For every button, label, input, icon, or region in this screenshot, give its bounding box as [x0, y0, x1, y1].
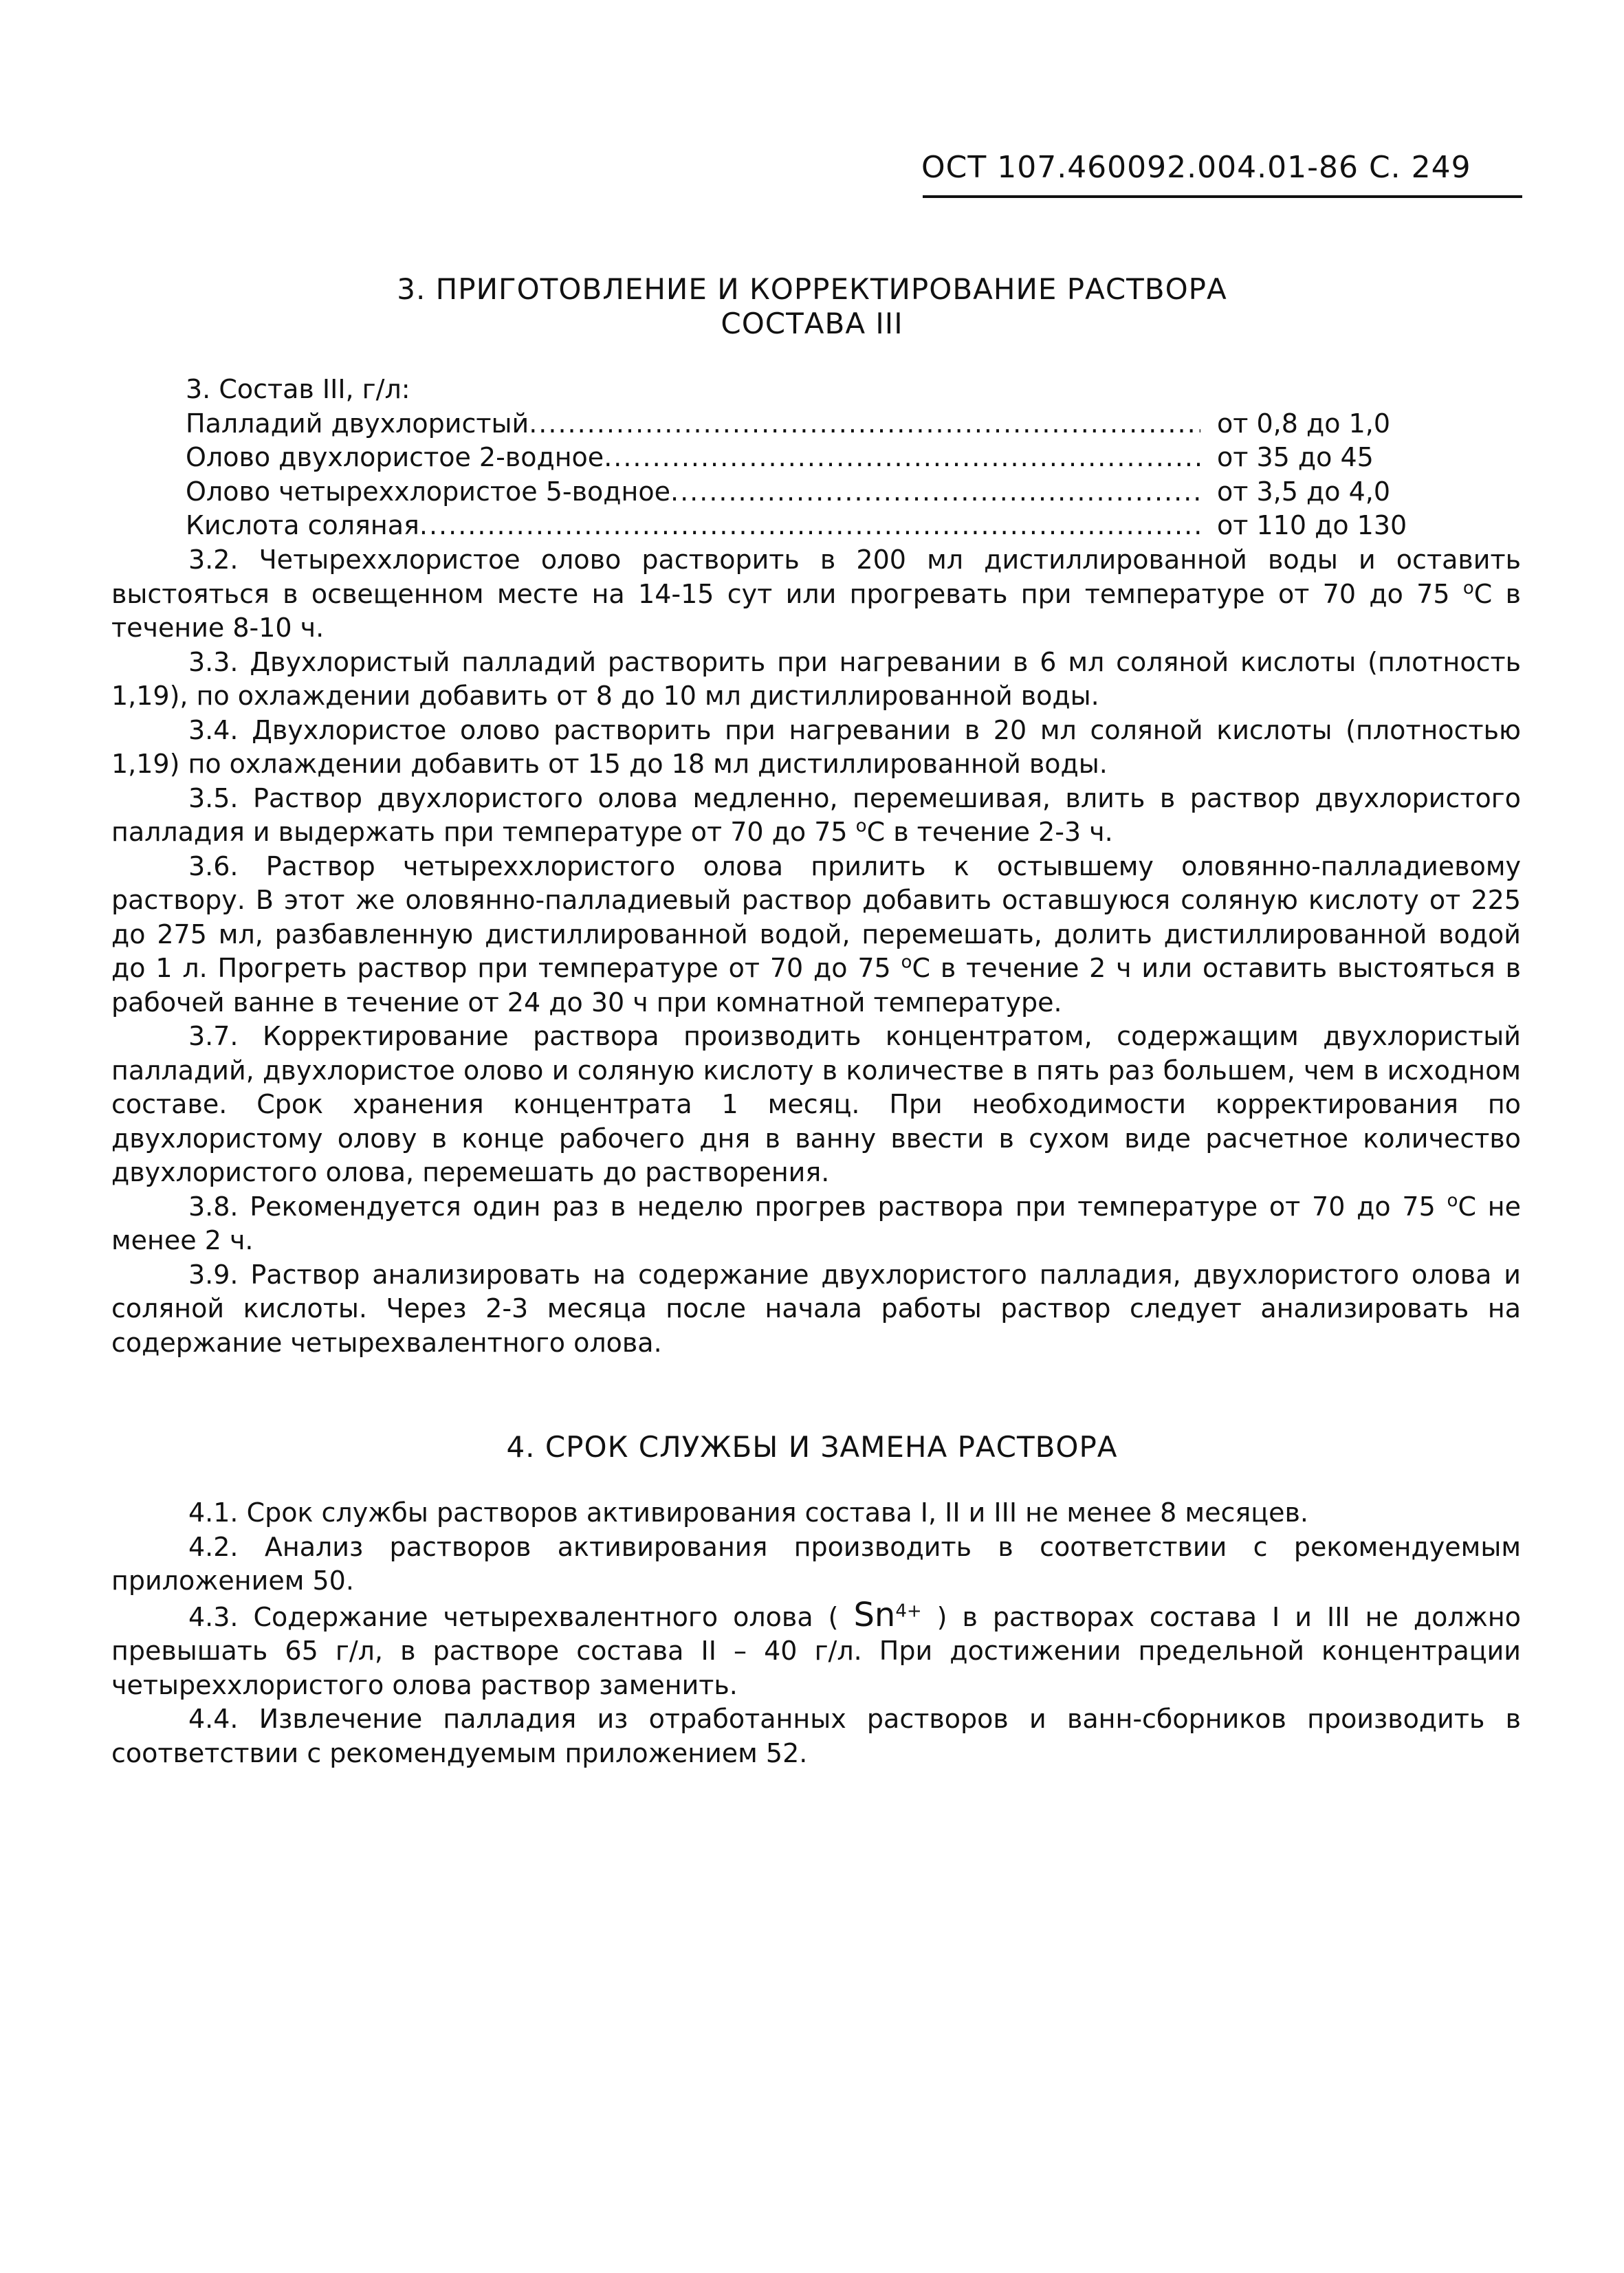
- paragraph-3-5: 3.5. Раствор двухлористого олова медленно, перемешивая, влить в раствор двухлористого палладия и выдержать при температуре от 70 до 75 $^о$С в течение 2-3 ч.: [111, 782, 1521, 847]
- composition-item-name: Олово двухлористое 2-водное: [186, 442, 604, 472]
- composition-item: [186, 441, 1471, 475]
- paragraph-3-3: 3.3. Двухлористый палладий растворить при нагревании в 6 мл соляной кислоты (плотность 1,19), по охлаждении добавить от 8 до 10 мл дистиллированной воды.: [111, 646, 1521, 711]
- section-3-body: [111, 543, 1521, 1360]
- composition-item-value: от 3,5 до 4,0: [1217, 476, 1391, 507]
- leader-dots: [670, 475, 1200, 509]
- paragraph-3-2: 3.2. Четыреххлористое олово растворить в 200 мл дистиллированной воды и оставить выстояться в освещенном месте на 14-15 сут или прогревать при температуре от 70 до 75 $^о$С в течение 8-10 ч.: [111, 545, 1521, 643]
- composition-item: [186, 509, 1471, 543]
- section-3-title-line2: СОСТАВА III: [721, 307, 903, 340]
- leader-dots: [529, 407, 1200, 441]
- composition-item-name: Палладий двухлористый: [186, 408, 529, 439]
- composition-list: [186, 373, 1471, 543]
- leader-dots: [419, 509, 1200, 543]
- document-header: ОСТ 107.460092.004.01-86 С. 249: [921, 150, 1471, 185]
- paragraph-4-1: 4.1. Срок службы растворов активирования состава I, II и III не менее 8 месяцев.: [188, 1497, 1308, 1528]
- paragraph-3-6: 3.6. Раствор четыреххлористого олова прилить к остывшему оловянно-палладиевому раствору. В этот же оловянно-палладиевый раствор добавить оставшуюся соляную кислоту от 225 до 275 мл, разбавленную дистиллированной водой, перемешать, долить дистиллированной водой до 1 л. Прогреть раствор при температуре от 70 до 75 $^о$С в течение 2 ч или оставить выстояться в рабочей ванне в течение от 24 до 30 ч при комнатной температуре.: [111, 850, 1521, 1018]
- section-4-body: [111, 1496, 1521, 1770]
- section-3-title-line1: 3. ПРИГОТОВЛЕНИЕ И КОРРЕКТИРОВАНИЕ РАСТВОРА: [397, 272, 1227, 306]
- leader-dots: [604, 441, 1200, 475]
- paragraph-3-9: 3.9. Раствор анализировать на содержание двухлористого палладия, двухлористого олова и соляной кислоты. Через 2-3 месяца после начала работы раствор следует анализировать на содержание четырехвалентного олова.: [111, 1259, 1521, 1358]
- header-rule: [923, 195, 1522, 198]
- paragraph-3-4: 3.4. Двухлористое олово растворить при нагревании в 20 мл соляной кислоты (плотностью 1,19) по охлаждении добавить от 15 до 18 мл дистиллированной воды.: [111, 714, 1521, 779]
- composition-item-value: от 110 до 130: [1217, 510, 1407, 540]
- composition-item-value: от 0,8 до 1,0: [1217, 408, 1391, 439]
- section-4-title: 4. СРОК СЛУЖБЫ И ЗАМЕНА РАСТВОРА: [506, 1430, 1118, 1464]
- tin-ion-formula: Sn: [853, 1595, 896, 1634]
- paragraph-3-8: 3.8. Рекомендуется один раз в неделю прогрев раствора при температуре от 70 до 75 $^о$С не менее 2 ч.: [111, 1189, 1521, 1255]
- composition-item-name: Кислота соляная: [186, 510, 419, 540]
- composition-item: [186, 407, 1471, 441]
- paragraph-4-2: 4.2. Анализ растворов активирования производить в соответствии с рекомендуемым приложением 50.: [111, 1531, 1521, 1596]
- composition-item-value: от 35 до 45: [1217, 442, 1374, 472]
- paragraph-4-3: 4.3. Содержание четырехвалентного олова ( $Sn^{4+}$ ) в растворах состава I и III не должно превышать 65 г/л, в растворе состава II – 40 г/л. При достижении предельной концентрации четыреххлористого олова раствор заменить.: [111, 1595, 1521, 1700]
- composition-heading: 3. Состав III, г/л:: [186, 374, 410, 404]
- composition-item-name: Олово четыреххлористое 5-водное: [186, 476, 670, 507]
- paragraph-3-7: 3.7. Корректирование раствора производить концентратом, содержащим двухлористый палладий, двухлористое олово и соляную кислоту в количестве в пять раз большем, чем в исходном составе. Срок хранения концентрата 1 месяц. При необходимости корректирования по двухлористому олову в конце рабочего дня в ванну ввести в сухом виде расчетное количество двухлористого олова, перемешать до растворения.: [111, 1021, 1521, 1187]
- composition-item: [186, 475, 1471, 509]
- paragraph-4-4: 4.4. Извлечение палладия из отработанных растворов и ванн-сборников производить в соответствии с рекомендуемым приложением 52.: [111, 1704, 1521, 1768]
